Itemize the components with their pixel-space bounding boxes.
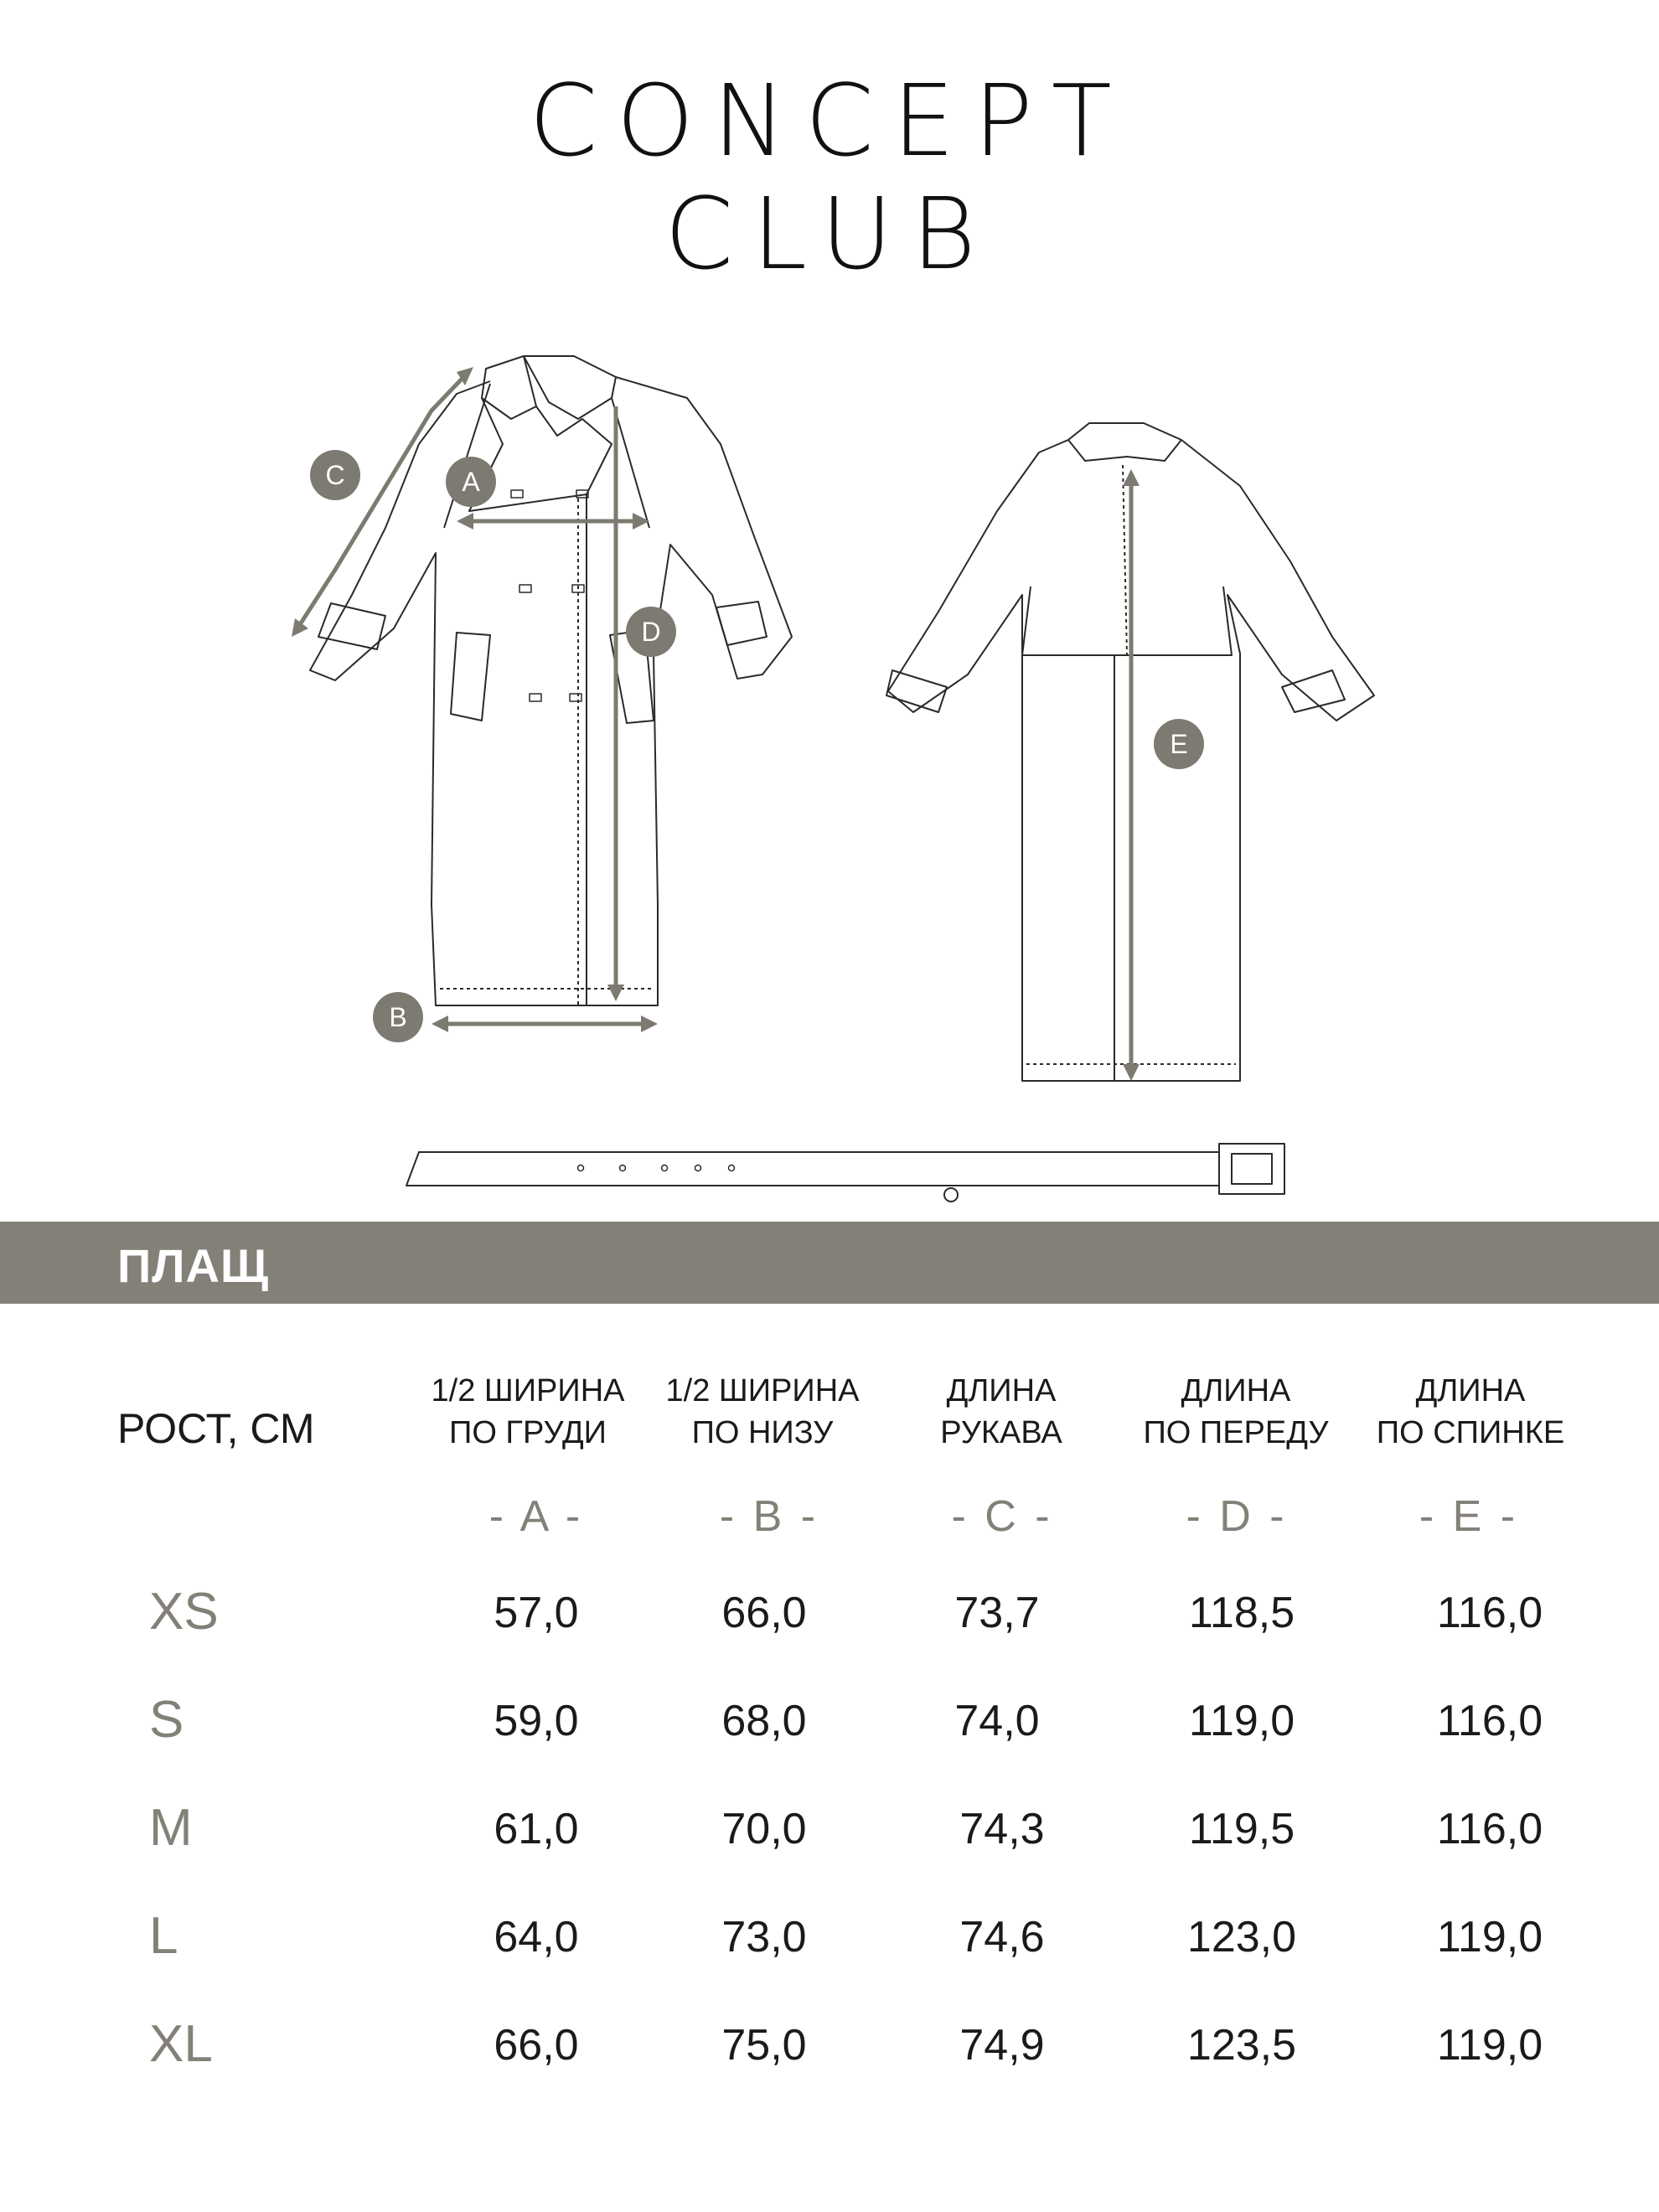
value-cell: 61,0 <box>494 1805 579 1853</box>
marker-b <box>373 992 423 1042</box>
col-letter-a: - A - <box>488 1492 584 1541</box>
col-letter-c: - C - <box>951 1492 1053 1541</box>
value-cell: 119,5 <box>1188 1805 1295 1853</box>
value-cell: 64,0 <box>494 1913 579 1961</box>
brand-logo-line2: CLUB <box>664 176 995 292</box>
svg-text:C: C <box>325 460 345 490</box>
value-cell: 68,0 <box>721 1697 807 1745</box>
value-cell: 66,0 <box>721 1589 807 1637</box>
col-header-b: 1/2 ШИРИНА ПО НИЗУ <box>665 1373 860 1450</box>
size-label: M <box>149 1799 193 1857</box>
col-header-a: 1/2 ШИРИНА ПО ГРУДИ <box>431 1373 625 1450</box>
marker-e <box>1154 719 1204 769</box>
height-label: РОСТ, СМ <box>117 1405 315 1452</box>
size-label: XL <box>149 2015 213 2073</box>
svg-text:D: D <box>641 617 661 647</box>
col-header-d: ДЛИНА ПО ПЕРЕДУ <box>1143 1373 1329 1450</box>
value-cell: 74,6 <box>959 1913 1045 1961</box>
value-cell: 70,0 <box>721 1805 807 1853</box>
value-cell: 116,0 <box>1436 1589 1543 1637</box>
marker-d <box>626 607 676 657</box>
value-cell: 123,0 <box>1186 1913 1297 1961</box>
value-cell: 74,9 <box>959 2021 1045 2070</box>
value-cell: 57,0 <box>494 1589 579 1637</box>
size-label: S <box>149 1691 184 1749</box>
svg-text:E: E <box>1170 729 1188 759</box>
svg-text:A: A <box>462 467 480 497</box>
col-header-e: ДЛИНА ПО СПИНКЕ <box>1376 1373 1565 1450</box>
value-cell: 118,5 <box>1188 1589 1295 1637</box>
value-cell: 116,0 <box>1436 1805 1543 1853</box>
size-label: XS <box>149 1583 219 1641</box>
col-header-c: ДЛИНА РУКАВА <box>940 1373 1062 1450</box>
value-cell: 119,0 <box>1436 2021 1543 2070</box>
col-letter-d: - D - <box>1186 1492 1288 1541</box>
belt-drawing <box>406 1144 1284 1202</box>
col-letter-b: - B - <box>719 1492 819 1541</box>
value-cell: 116,0 <box>1436 1697 1543 1745</box>
value-cell: 59,0 <box>494 1697 579 1745</box>
col-letter-e: - E - <box>1419 1492 1519 1541</box>
front-view-drawing <box>310 356 792 1005</box>
product-title: ПЛАЩ <box>117 1239 270 1292</box>
value-cell: 73,0 <box>721 1913 807 1961</box>
svg-text:B: B <box>389 1002 407 1032</box>
marker-c <box>310 450 360 500</box>
marker-a <box>446 457 496 507</box>
product-banner <box>0 1222 1659 1304</box>
value-cell: 74,3 <box>959 1805 1045 1853</box>
value-cell: 119,0 <box>1188 1697 1295 1745</box>
garment-sketch <box>0 318 1659 1207</box>
value-cell: 119,0 <box>1436 1913 1543 1961</box>
size-label: L <box>149 1907 178 1965</box>
value-cell: 73,7 <box>954 1589 1040 1637</box>
value-cell: 66,0 <box>494 2021 579 2070</box>
value-cell: 74,0 <box>954 1697 1040 1745</box>
brand-logo-line1: CONCEPT <box>529 63 1130 178</box>
value-cell: 123,5 <box>1186 2021 1297 2070</box>
value-cell: 75,0 <box>721 2021 807 2070</box>
